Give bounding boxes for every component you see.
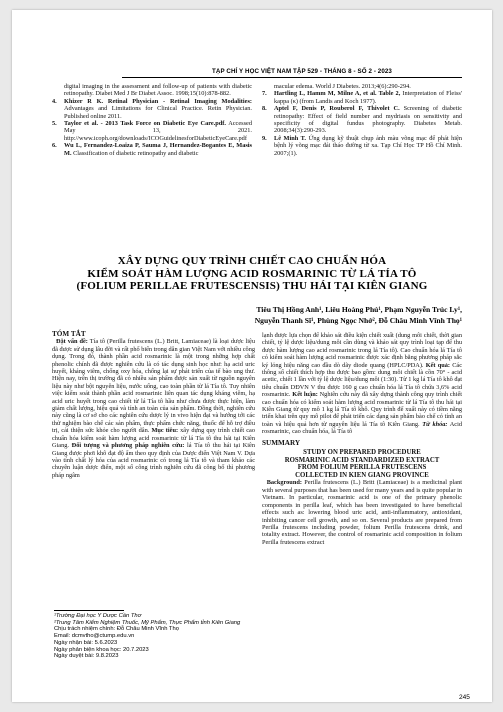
reference-item: 8. Aptel F, Denis P, Rouberol F, Thivolet C. Screening of diabetic retinopathy: Effect of field number and mydriasis on sensitivity and specificity of digital fundus photography. Diabetes Metab. 2008;34(3):290-293. [262,105,462,135]
reference-item: 4. Khizer R K. Retinal Physician - Retinal Imaging Modalities: Advantages and Limitations for Clinical Practice. Retin Physician. Published online 2011. [52,97,252,120]
journal-header: TẠP CHÍ Y HỌC VIỆT NAM TẬP 529 - THÁNG 8 - SỐ 2 - 2023 [212,68,392,75]
article-title: XÂY DỰNG QUY TRÌNH CHIẾT CAO CHUẨN HÓA KIỂM SOÁT HÀM LƯỢNG ACID ROSMARINIC TỪ LÁ TÍA TÔ (FOLIUM PERILLAE FRUTESCENSIS) THU HÁI TẠI KIÊN GIANG [76,255,428,292]
author-list: Tiêu Thị Hồng Anh¹, Liêu Hoàng Phú¹, Phạm Nguyễn Trúc Ly¹, Nguyễn Thanh Sĩ¹, Phùng Ngọc Nhớ², Đỗ Châu Minh Vĩnh Thọ¹ [254,305,462,325]
abstract-heading: TÓM TẮT [52,330,86,338]
footnotes: ¹Trường Đại học Y Dược Cần Thơ ²Trung Tâm Kiểm Nghiệm Thuốc, Mỹ Phẩm, Thực Phẩm tỉnh Kiên Giang Chịu trách nhiệm chính: Đỗ Châu Minh Vĩnh Thọ Email: dcmvtho@ctump.edu.vn Ngày nhận bài: 5.6.2023 Ngày phản biện khoa học: 20.7.2023 Ngày duyệt bài: 9.8.2023 [54,610,264,660]
summary-paragraph: Background: Perilla frutescens (L.) Britt (Lamiaceae) is a medicinal plant with several purposes that has been used for many years and is quite popular in Vietnam. In particular, rosmarinic acid is one of the primary phenolic components in perilla leaf, which has been investigated to have beneficial effects such as: lowering blood uric acid, anti-inflammatory, antioxidant, inhibiting cancer cell growth, and so on. Several products are prepared from Perilla frutescens including powder, folium Perilla frutescens drink, and totality extract. However, the control of rosmarinic acid composition in folium Perilla frutescens extract [262,479,462,546]
reference-item: 7. Hartling L, Hamm M, Milne A, et al. Table 2, Interpretation of Fleiss' kappa (κ) (from Landis and Koch 1977). [262,90,462,105]
reference-item: 9. Lê Minh T. Ứng dụng kỹ thuật chụp ảnh màu võng mạc để phát hiện bệnh lý võng mạc đái tháo đường từ xa. Tạp Chí Học TP Hồ Chí Minh. 2007;(1). [262,134,462,157]
reference-item: 6. Wu L, Fernandez-Loaiza P, Sauma J, Hernandez-Bogantes E, Masis M. Classification of diabetic retinopathy and diabetic [52,142,252,157]
reference-item: macular edema. World J Diabetes. 2013;4(6):290-294. [274,83,411,90]
summary-title: STUDY ON PREPARED PROCEDURE ROSMARINIC ACID STANDARDIZED EXTRACT FROM FOLIUM PERILLA FRUTESCENS COLLECTED IN KIEN GIANG PROVINCE [284,449,440,479]
abstract-paragraph: Đặt vấn đề: Tía tô (Perilla frutescens (L.) Britt, Lamiaceae) là loại dược liệu đã được sử dụng lâu đời và rất phổ biến trong dân gian Việt Nam với nhiều công dụng. Trong đó, thành phần acid rosmarinic là một trong những hợp chất phenolic chính đã được nghiên cứu là có tác dụng sinh học như: hạ acid uric huyết, kháng viêm, chống oxy hóa, chống lại sự phát triển của tế bào ung thư. Hiện nay, trên thị trường đã có nhiều sản phẩm được sản xuất từ nguồn nguyên liệu này như bột nguyên liệu, nước uống, cao toàn phần từ lá Tía tô. Tuy nhiên việc kiểm soát thành phần acid rosmarinic liên quan tác dụng kháng viêm, hạ acid uric huyết trong cao chiết từ lá Tía tô hầu như chưa được thực hiện, làm giảm chất lượng, hiệu quả và tính an toàn của sản phẩm. Đồng thời, nghiên cứu này cũng là cơ sở cho các nghiên cứu dược lý in vivo hiện đại và hướng tới các thử nghiệm bào chế các sản phẩm, thực phẩm chức năng, thuốc để hỗ trợ điều trị, cải thiện sức khỏe cho người dân. Mục tiêu: xây dựng quy trình chiết cao chuẩn hóa kiểm soát hàm lượng acid rosmarinic từ lá Tía tô thu hái tại Kiên Giang. Đối tượng và phương pháp nghiên cứu: lá Tía tô thu hái tại Kiên Giang được phơi khô đạt độ ẩm theo quy định của Dược điển Việt Nam V. Dựa vào tính chất lý hóa của acid rosmarinic có trong lá Tía tô và tham khảo các chuyên luận dược điển, một số công trình nghiên cứu đã công bố thì phương pháp ngâm [52,338,256,479]
reference-item: 5. Taylor et al. - 2013 Task Force on Diabetic Eye Care.pdf. Accessed May 13, 2021. http://www.icoph.org/downloads/ICOGuidelinesforDiabeticEyeCare.pdf [52,120,252,142]
references-left [52,83,252,157]
reference-item: digital imaging in the assessment and follow-up of patients with diabetic retinopathy. Diabet Med J Br Diabet Assoc. 1998;15(10):878-882. [64,83,252,98]
document-page [12,10,492,702]
page-number: 245 [459,694,470,701]
header-rule [122,77,462,78]
footnote-rule [54,610,124,611]
abstract-right-text [262,332,462,546]
references-right [262,83,462,157]
abstract-paragraph: lạnh được lựa chọn để khảo sát điều kiện chiết xuất (dung môi chiết, thời gian chiết, tỷ lệ dược liệu/dung môi cần dùng và khảo sát quy trình loại tạp để thu được hàm lượng cao acid rosmarinic trong lá Tía tô). Cao chuẩn hóa lá Tía tô có kiểm soát hàm lượng acid rosmarinic được xác định bằng phương pháp sắc ký lỏng hiệu năng cao đầu dò dãy diode quang (HPLC/PDA). Kết quả: Các thông số chiết thích hợp thu được bao gồm: dung môi chiết là cồn 70° - acid acetic, chiết 1 lần với tỷ lệ dược liệu/dung môi (1:30). Từ 1 kg lá Tía tô khô đạt tiêu chuẩn DĐVN V thu được 160 g cao chuẩn hóa lá Tía tô chứa 3,6% acid rosmarinic. Kết luận: Nghiên cứu này đã xây dựng thành công quy trình chiết cao chuẩn hóa có kiểm soát hàm lượng acid rosmarinic từ lá Tía tô thu hái tại Kiên Giang từ quy mô 1 kg lá Tía tô khô. Quy trình để xuất này có tiềm năng triển khai trên quy mô pilot để phát triển các dạng sản phẩm bào chế có tính an toàn và hiệu quả hơn từ nguyên liệu lá Tía tô Kiên Giang. Từ khóa: Acid rosmarinic, cao chuẩn hóa, lá Tía tô [262,332,463,436]
summary-heading: SUMMARY [262,438,301,447]
abstract-left [52,331,255,479]
